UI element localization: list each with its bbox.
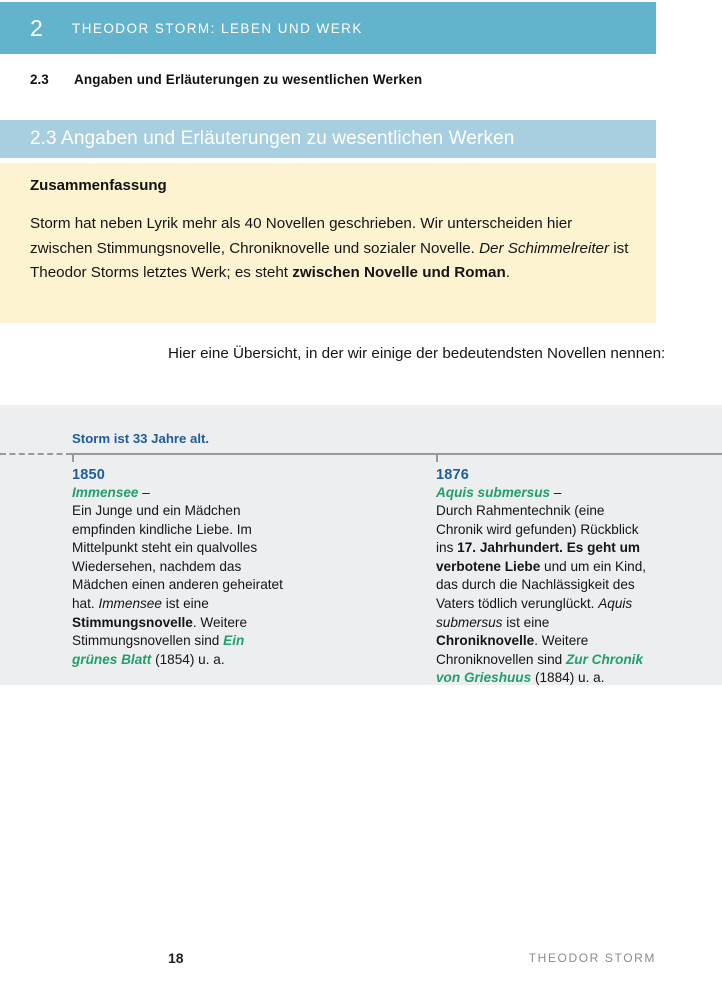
chapter-header-bar [0,2,656,54]
timeline-band [0,405,722,685]
running-head-title: Angaben und Erläuterungen zu wesentlichen Werken [74,71,423,87]
summary-title: Zusammenfassung [30,177,167,194]
timeline-entry [436,467,650,688]
timeline-entry-work-title [436,484,650,502]
timeline-axis-line [72,453,722,455]
timeline-entry-year: 1850 [72,467,106,483]
summary-box [0,163,656,323]
work-title-text: Aquis submersus [436,485,551,500]
timeline-axis-dashed [0,453,72,455]
work-title-text: Immensee [72,485,139,500]
chapter-number: 2 [30,14,43,41]
intro-paragraph: Hier eine Übersicht, in der wir einige der bedeutendsten Novellen nennen: [168,345,666,362]
running-head-number: 2.3 [30,71,49,87]
timeline-age-note: Storm ist 33 Jahre alt. [72,431,210,446]
chapter-title: THEODOR STORM: LEBEN UND WERK [72,20,363,36]
timeline-entry-year: 1876 [436,467,470,483]
timeline-entry-body: Ein Junge und ein Mädchen empfinden kindliche Liebe. Im Mittelpunkt steht ein qualvolles Wiedersehen, nachdem das Mädchen einen anderen geheiratet hat. Immensee ist eine Stimmungsnovelle. Weitere Stimmungsnovellen sind Ein grünes Blatt (1854) u. a. [72,503,283,667]
page-number: 18 [168,950,184,966]
timeline-tick-1876 [436,455,438,462]
section-title-bar [0,120,656,158]
timeline-entry [72,467,286,669]
timeline-entry-work-title [72,484,286,502]
section-title-label: 2.3 Angaben und Erläuterungen zu wesentlichen Werken [30,128,515,149]
running-head [0,66,656,92]
summary-text: Storm hat neben Lyrik mehr als 40 Novellen geschrieben. Wir unterscheiden hier zwischen Stimmungsnovelle, Chroniknovelle und sozialer Novelle. Der Schimmelreiter ist Theodor Storms letztes Werk; es steht zwischen Novelle und Roman. [30,215,629,281]
work-title-dash: – [138,485,150,500]
timeline-tick-1850 [72,455,74,462]
footer-title: THEODOR STORM [528,951,656,965]
work-title-dash: – [550,485,562,500]
timeline-entry-body: Durch Rahmentechnik (eine Chronik wird gefunden) Rückblick ins 17. Jahrhundert. Es geht um verbotene Liebe und um ein Kind, das durch die Nachlässigkeit des Vaters tödlich verunglückt. Aquis submersus ist eine Chroniknovelle. Weitere Chroniknovellen sind Zur Chronik von Grieshuus (1884) u. a. [436,503,647,686]
